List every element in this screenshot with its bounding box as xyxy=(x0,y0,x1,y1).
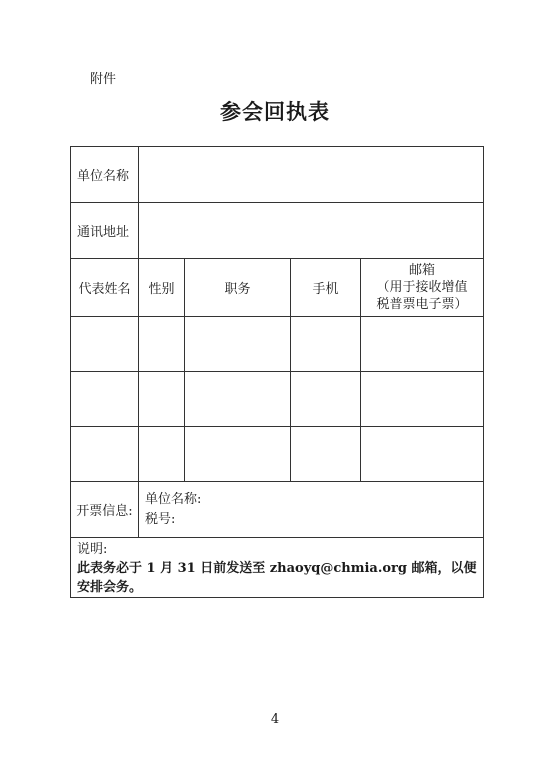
table-row xyxy=(71,317,484,372)
email-header-line2: （用于接收增值 xyxy=(376,280,468,295)
table-header-row xyxy=(71,259,484,317)
email-cell[interactable] xyxy=(361,372,484,427)
email-cell[interactable] xyxy=(361,317,484,372)
table-row xyxy=(71,372,484,427)
invoice-row xyxy=(71,482,484,538)
position-header: 职务 xyxy=(185,259,291,317)
unit-name-row xyxy=(71,147,484,203)
gender-cell[interactable] xyxy=(139,427,185,482)
table-row xyxy=(71,427,484,482)
address-label: 通讯地址 xyxy=(71,203,139,259)
note-body: 此表务必于 1 月 31 日前发送至 zhaoyq@chmia.org 邮箱，以便安排会务。 xyxy=(77,561,477,595)
position-cell[interactable] xyxy=(185,427,291,482)
phone-header: 手机 xyxy=(291,259,361,317)
address-cell[interactable] xyxy=(139,203,484,259)
phone-cell[interactable] xyxy=(291,372,361,427)
page-title: 参会回执表 xyxy=(220,99,330,124)
position-cell[interactable] xyxy=(185,317,291,372)
invoice-unit-label: 单位名称: xyxy=(145,491,202,507)
phone-cell[interactable] xyxy=(291,427,361,482)
rep-name-header: 代表姓名 xyxy=(71,259,139,317)
unit-name-label: 单位名称 xyxy=(71,147,139,203)
rep-name-cell[interactable] xyxy=(71,317,139,372)
gender-cell[interactable] xyxy=(139,372,185,427)
page-number: 4 xyxy=(270,712,280,727)
note-cell xyxy=(71,538,484,598)
gender-cell[interactable] xyxy=(139,317,185,372)
note-row xyxy=(71,538,484,598)
unit-name-cell[interactable] xyxy=(139,147,484,203)
rep-name-cell[interactable] xyxy=(71,372,139,427)
registration-form-table xyxy=(70,146,484,598)
address-row xyxy=(71,203,484,259)
attachment-label: 附件 xyxy=(90,72,117,87)
email-cell[interactable] xyxy=(361,427,484,482)
email-header-line3: 税普票电子票） xyxy=(376,297,468,312)
rep-name-cell[interactable] xyxy=(71,427,139,482)
invoice-fields-cell[interactable] xyxy=(139,482,484,538)
phone-cell[interactable] xyxy=(291,317,361,372)
invoice-label: 开票信息: xyxy=(71,482,139,538)
email-header-line1: 邮箱 xyxy=(408,263,435,278)
position-cell[interactable] xyxy=(185,372,291,427)
invoice-tax-label: 税号: xyxy=(145,511,176,527)
gender-header: 性别 xyxy=(139,259,185,317)
note-title: 说明: xyxy=(77,542,108,557)
email-header xyxy=(361,259,484,317)
